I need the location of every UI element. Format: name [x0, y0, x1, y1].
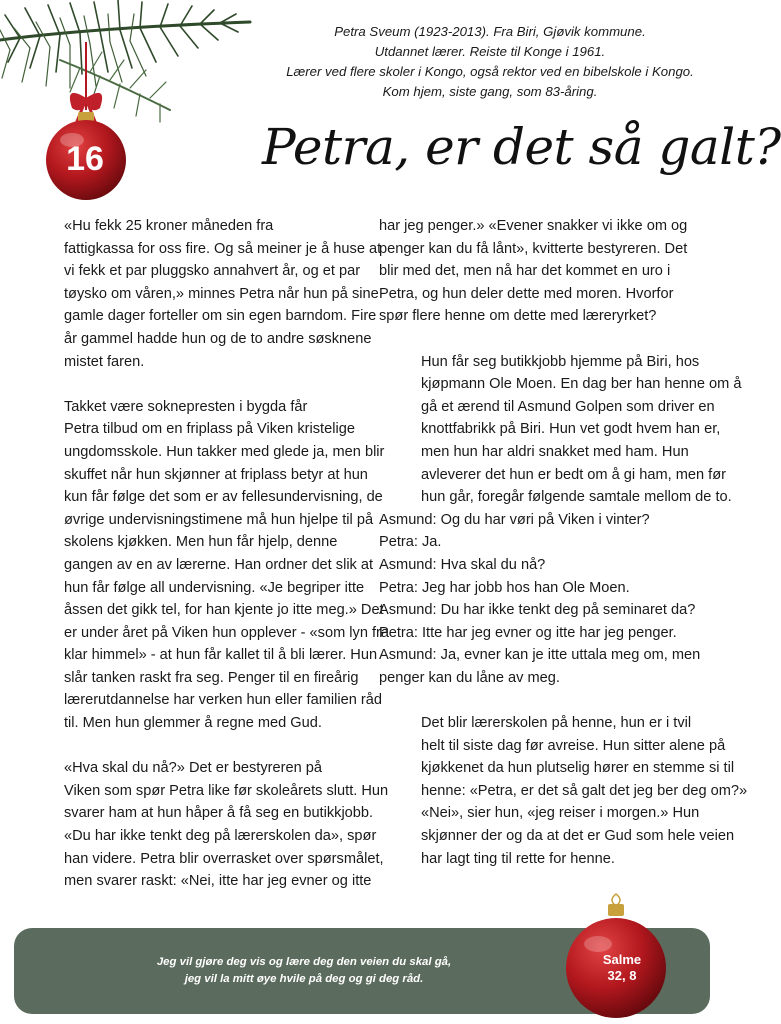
text-line: men hun har aldri snakket med ham. Hun — [421, 443, 689, 460]
article-column-left — [22, 215, 390, 893]
text-line: Petra, og hun deler dette med moren. Hvorfor — [379, 285, 674, 302]
paragraph — [379, 712, 748, 870]
dialogue-line: Petra: Ja. — [379, 534, 442, 551]
text-line: klar himmel» - at hun får kallet til å bli lærer. Hun — [64, 647, 378, 664]
text-line: kjøkkenet da hun plutselig hører en stemme si til — [421, 760, 735, 777]
text-line: skjønner der og da at det er Gud som hele veien — [421, 828, 735, 845]
text-line: knottfabrikk på Biri. Hun vet godt hvem han er, — [421, 421, 721, 438]
dialogue — [379, 509, 709, 690]
bio-line: Kom hjem, siste gang, som 83-åring. — [382, 84, 598, 99]
verse-line: jeg vil la mitt øye hvile på deg og gi deg råd. — [184, 973, 424, 985]
text-line: har lagt ting til rette for henne. — [421, 850, 615, 867]
dialogue-line: Petra: Itte har jeg evner og itte har jeg penger. — [379, 624, 677, 641]
advent-number: 16 — [66, 140, 104, 178]
dialogue-line: Petra: Jeg har jobb hos han Ole Moen. — [379, 579, 630, 596]
text-line: svarer ham at hun håper å få seg en butikkjobb. — [64, 805, 374, 822]
text-line: blir med det, men nå har det kommet en uro i — [379, 263, 671, 280]
text-line: øvrige undervisningstimene må hun hjelpe til på — [64, 511, 374, 528]
text-line: kun får følge det som er av fellesundervisning, de — [64, 489, 383, 506]
text-line: Det blir lærerskolen på henne, hun er i tvil — [421, 715, 692, 732]
dialogue-line: penger kan du låne av meg. — [379, 669, 560, 686]
text-line: «Hu fekk 25 kroner måneden fra — [64, 218, 274, 234]
text-line: tøysko om våren,» minnes Petra når hun på sine — [64, 285, 379, 302]
verse-reference — [574, 952, 670, 984]
text-line: Takket være soknepresten i bygda får — [64, 398, 308, 415]
bio-caption — [270, 22, 710, 102]
text-line: lærerutdannelse har verken hun eller familien råd — [64, 692, 382, 709]
text-line: han videre. Petra blir overrasket over spørsmålet, — [64, 850, 384, 867]
text-line: skuffet når hun skjønner at friplass betyr at hun — [64, 466, 368, 483]
text-line: åssen det gikk tel, for han kjente jo itte meg.» Det — [64, 602, 384, 619]
text-line: «Hva skal du nå?» Det er bestyreren på — [64, 760, 322, 777]
text-line: spør flere henne om dette med læreryrket? — [379, 308, 657, 325]
text-line: fattigkassa for oss fire. Og så meiner je å huse at — [64, 240, 382, 257]
text-line: gangen av en av lærerne. Han ordner det slik at — [64, 556, 374, 573]
text-line: «Nei», sier hun, «jeg reiser i morgen.» Hun — [421, 805, 700, 822]
paragraph — [379, 351, 742, 509]
text-line: år gammel hadde hun og de to andre søsknene — [64, 330, 372, 347]
text-line: «Du har ikke tenkt deg på lærerskolen da», spør — [64, 828, 377, 845]
text-line: gamle dager forteller om sin egen barndom. Fire — [64, 308, 377, 325]
text-line: Viken som spør Petra like før skoleårets slutt. Hun — [64, 782, 389, 799]
paragraph — [22, 215, 382, 373]
text-line: henne: «Petra, er det så galt det jeg ber deg om?» — [421, 782, 748, 799]
dialogue-line: Asmund: Du har ikke tenkt deg på seminaret da? — [379, 602, 696, 619]
christmas-branch-ornament-icon — [0, 0, 260, 200]
verse-line: Jeg vil gjøre deg vis og lære deg den veien du skal gå, — [156, 956, 452, 968]
text-line: hun går, foregår følgende samtale mellom de to. — [421, 489, 732, 506]
text-line: gå et ærend til Asmund Golpen som driver en — [421, 398, 715, 415]
text-line: helt til siste dag før avreise. Hun sitter alene på — [421, 737, 726, 754]
bio-line: Utdannet lærer. Reiste til Konge i 1961. — [374, 44, 606, 59]
text-line: slår tanken raskt fra seg. Penger til en fireårig — [64, 669, 359, 686]
paragraph — [22, 396, 390, 735]
dialogue-line: Asmund: Hva skal du nå? — [379, 556, 546, 573]
paragraph — [22, 757, 389, 893]
text-line: Hun får seg butikkjobb hjemme på Biri, hos — [421, 353, 700, 370]
bio-line: Lærer ved flere skoler i Kongo, også rektor ved en bibelskole i Kongo. — [286, 64, 694, 79]
page-title: Petra, er det så galt? — [262, 118, 781, 176]
text-line: Petra tilbud om en friplass på Viken kristelige — [64, 421, 355, 438]
text-line: avleverer det hun er bedt om å gi ham, men før — [421, 466, 726, 483]
article-column-right — [379, 215, 748, 870]
text-line: ungdomsskole. Hun takker med glede ja, men blir — [64, 443, 385, 460]
text-line: hun får følge all undervisning. «Je begriper itte — [64, 579, 365, 596]
dialogue-line: Asmund: Ja, evner kan je itte uttala meg om, men — [379, 647, 701, 664]
reference-chapter-verse: 32, 8 — [607, 968, 637, 983]
text-line: til. Men hun glemmer å regne med Gud. — [64, 715, 322, 732]
text-line: penger kan du få lånt», kvitterte bestyreren. Det — [379, 240, 688, 257]
bible-verse — [114, 954, 494, 988]
text-line: skolens kjøkken. Men hun får hjelp, denne — [64, 534, 338, 551]
text-line: har jeg penger.» «Evener snakker vi ikke om og — [379, 218, 688, 234]
text-line: vi fekk et par pluggsko annahvert år, og et par — [64, 263, 361, 280]
text-line: kjøpmann Ole Moen. En dag ber han henne om å — [421, 376, 742, 393]
bio-line: Petra Sveum (1923-2013). Fra Biri, Gjøvik kommune. — [334, 24, 646, 39]
text-line: er under året på Viken hun opplever - «som lyn fra — [64, 624, 390, 641]
text-line: mistet faren. — [64, 353, 145, 370]
reference-book: Salme — [602, 952, 642, 967]
paragraph — [379, 215, 709, 328]
text-line: men svarer raskt: «Nei, itte har jeg evner og itte — [64, 873, 372, 890]
dialogue-line: Asmund: Og du har vøri på Viken i vinter? — [379, 511, 650, 528]
